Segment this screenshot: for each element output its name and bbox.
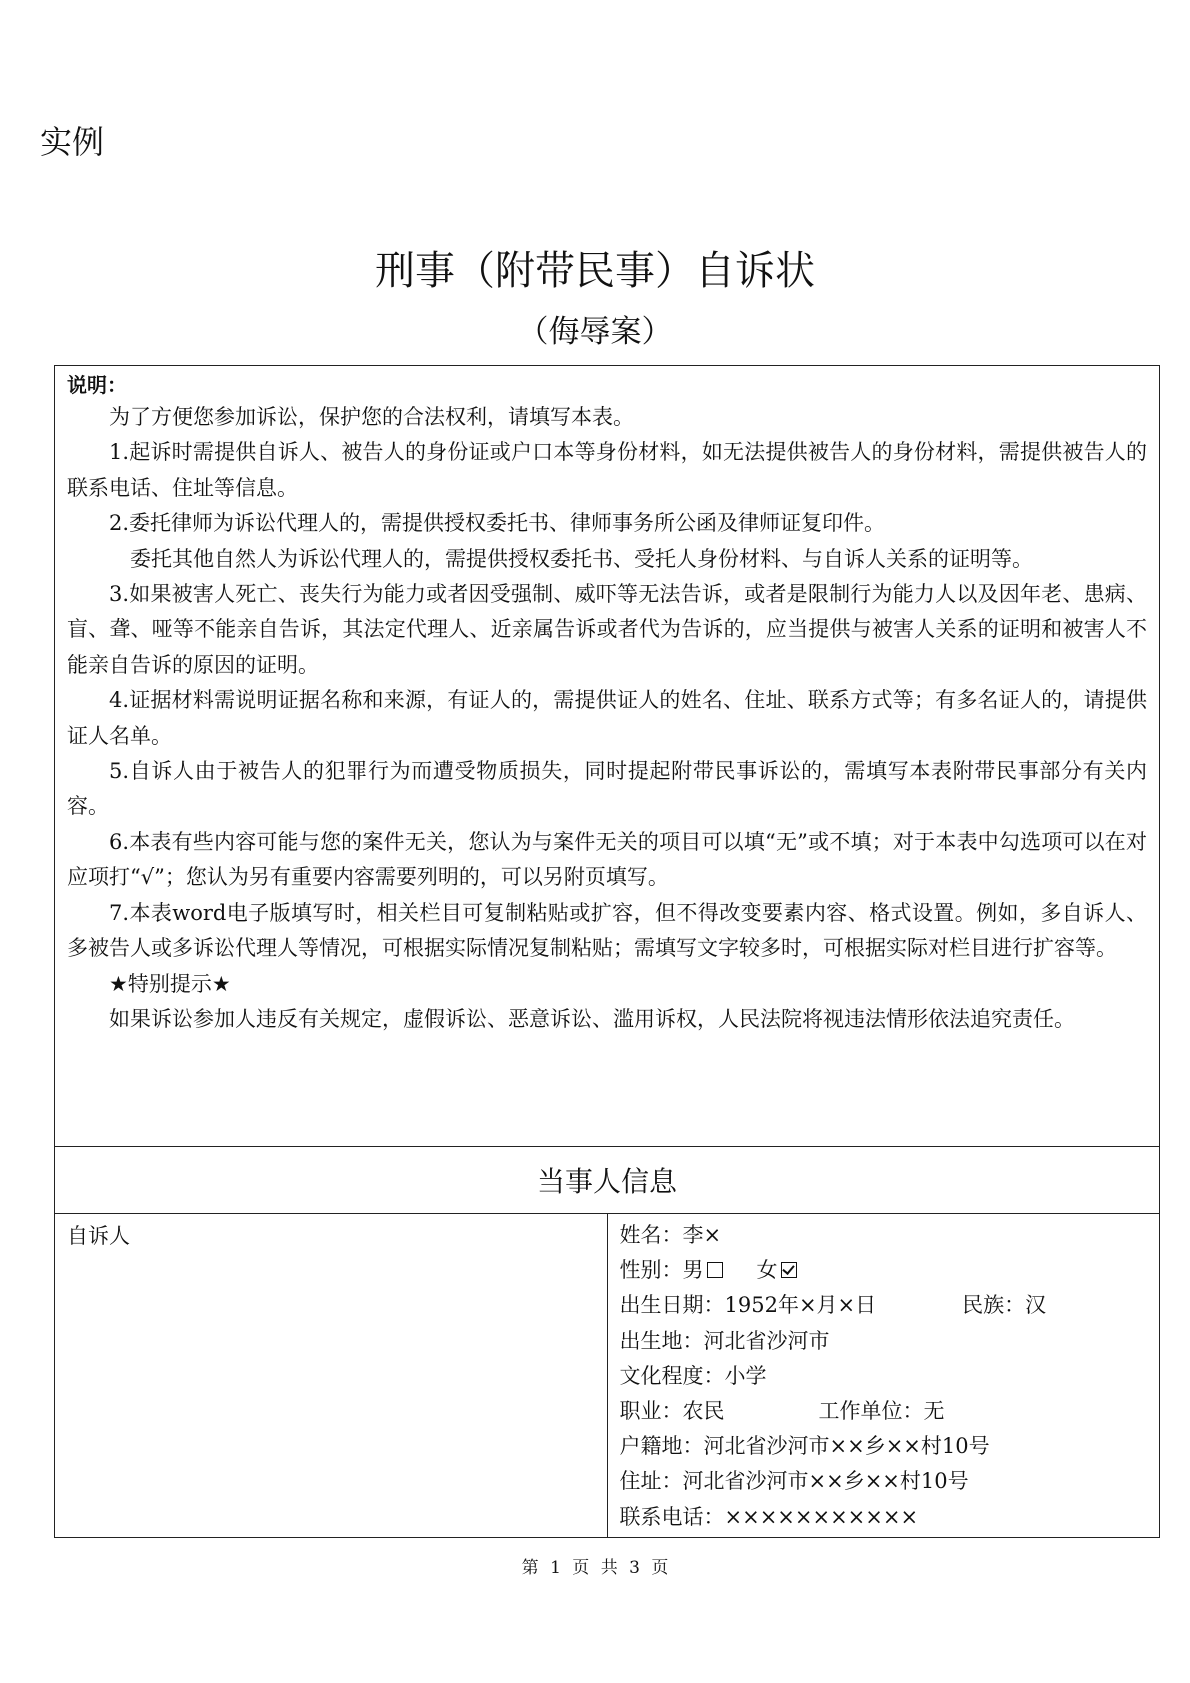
instruction-paragraph: 4.证据材料需说明证据名称和来源，有证人的，需提供证人的姓名、住址、联系方式等；有多名证人的，请提供证人名单。 bbox=[67, 688, 1147, 748]
instructions-cell bbox=[55, 366, 1160, 1147]
birthplace-value[interactable]: 河北省沙河市 bbox=[703, 1328, 830, 1353]
page-number-footer: 第 1 页 共 3 页 bbox=[521, 1558, 669, 1578]
address-value[interactable]: 河北省沙河市××乡××村10号 bbox=[682, 1469, 969, 1494]
instruction-paragraph: 1.起诉时需提供自诉人、被告人的身份证或户口本等身份材料，如无法提供被告人的身份材料，需提供被告人的联系电话、住址等信息。 bbox=[67, 440, 1147, 500]
household-value[interactable]: 河北省沙河市××乡××村10号 bbox=[703, 1434, 990, 1459]
employer-value[interactable]: 无 bbox=[923, 1398, 945, 1423]
sample-label: 实例 bbox=[40, 123, 105, 161]
education-key: 文化程度： bbox=[619, 1363, 725, 1388]
birthplace-key: 出生地： bbox=[619, 1328, 704, 1353]
phone-key: 联系电话： bbox=[619, 1504, 725, 1529]
birth-line bbox=[620, 1288, 1148, 1323]
plaintiff-row bbox=[55, 1214, 1160, 1538]
address-key: 住址： bbox=[619, 1469, 683, 1494]
gender-line bbox=[620, 1253, 1148, 1288]
name-key: 姓名： bbox=[619, 1223, 683, 1247]
instruction-paragraph: 3.如果被害人死亡、丧失行为能力或者因受强制、威吓等无法告诉，或者是限制行为能力人以及因年老、患病、盲、聋、哑等不能亲自告诉，其法定代理人、近亲属告诉或者代为告诉的，应当提供与被害人关系的证明和被害人不能亲自告诉的原因的证明。 bbox=[67, 582, 1147, 677]
instruction-paragraph: 为了方便您参加诉讼，保护您的合法权利，请填写本表。 bbox=[109, 405, 634, 429]
name-value[interactable]: 李× bbox=[682, 1223, 722, 1247]
household-line bbox=[620, 1429, 1148, 1464]
occupation-value[interactable]: 农民 bbox=[682, 1398, 725, 1423]
plaintiff-label: 自诉人 bbox=[55, 1214, 608, 1538]
special-notice-text: 如果诉讼参加人违反有关规定，虚假诉讼、恶意诉讼、滥用诉权，人民法院将视违法情形依法追究责任。 bbox=[109, 1006, 1075, 1031]
education-value[interactable]: 小学 bbox=[724, 1363, 767, 1388]
instruction-paragraph: 5.自诉人由于被告人的犯罪行为而遭受物质损失，同时提起附带民事诉讼的，需填写本表附带民事部分有关内容。 bbox=[67, 759, 1147, 819]
special-notice-title: ★特别提示★ bbox=[109, 971, 231, 996]
party-info-section-title: 当事人信息 bbox=[55, 1147, 1160, 1214]
section-header-row bbox=[55, 1147, 1160, 1214]
birth-key: 出生日期： bbox=[619, 1293, 725, 1318]
document-title: 刑事（附带民事）自诉状 bbox=[375, 248, 815, 294]
instructions-heading: 说明： bbox=[67, 373, 127, 397]
birth-value[interactable]: 1952年×月×日 bbox=[724, 1293, 877, 1318]
plaintiff-info-cell bbox=[607, 1214, 1160, 1538]
occupation-key: 职业： bbox=[619, 1398, 683, 1423]
document-subtitle: （侮辱案） bbox=[517, 314, 673, 350]
name-line bbox=[620, 1218, 1148, 1253]
ethnicity-key: 民族： bbox=[962, 1293, 1026, 1318]
employer-key: 工作单位： bbox=[818, 1398, 924, 1423]
ethnicity-value[interactable]: 汉 bbox=[1025, 1293, 1047, 1318]
gender-key: 性别： bbox=[619, 1258, 683, 1283]
education-line bbox=[620, 1359, 1148, 1394]
instruction-paragraph: 7.本表word电子版填写时，相关栏目可复制粘贴或扩容，但不得改变要素内容、格式设置。例如，多自诉人、多被告人或多诉讼代理人等情况，可根据实际情况复制粘贴；需填写文字较多时，可根据实际对栏目进行扩容等。 bbox=[67, 900, 1147, 961]
address-line bbox=[620, 1464, 1148, 1499]
instruction-paragraph: 6.本表有些内容可能与您的案件无关，您认为与案件无关的项目可以填“无”或不填；对于本表中勾选项可以在对应项打“√”；您认为另有重要内容需要列明的，可以另附页填写。 bbox=[67, 829, 1147, 890]
instruction-paragraph: 委托其他自然人为诉讼代理人的，需提供授权委托书、受托人身份材料、与自诉人关系的证明等。 bbox=[130, 546, 1033, 571]
phone-line bbox=[620, 1500, 1148, 1535]
household-key: 户籍地： bbox=[619, 1434, 704, 1459]
instructions-row bbox=[55, 366, 1160, 1147]
gender-male-checkbox[interactable] bbox=[707, 1262, 723, 1278]
birthplace-line bbox=[620, 1324, 1148, 1359]
gender-female-checkbox[interactable] bbox=[781, 1262, 797, 1278]
phone-value[interactable]: ××××××××××× bbox=[724, 1504, 919, 1529]
complaint-form-table bbox=[54, 365, 1160, 1538]
gender-male-label: 男 bbox=[682, 1258, 704, 1283]
gender-female-label: 女 bbox=[756, 1258, 778, 1283]
instruction-paragraph: 2.委托律师为诉讼代理人的，需提供授权委托书、律师事务所公函及律师证复印件。 bbox=[109, 511, 886, 536]
occupation-line bbox=[620, 1394, 1148, 1429]
